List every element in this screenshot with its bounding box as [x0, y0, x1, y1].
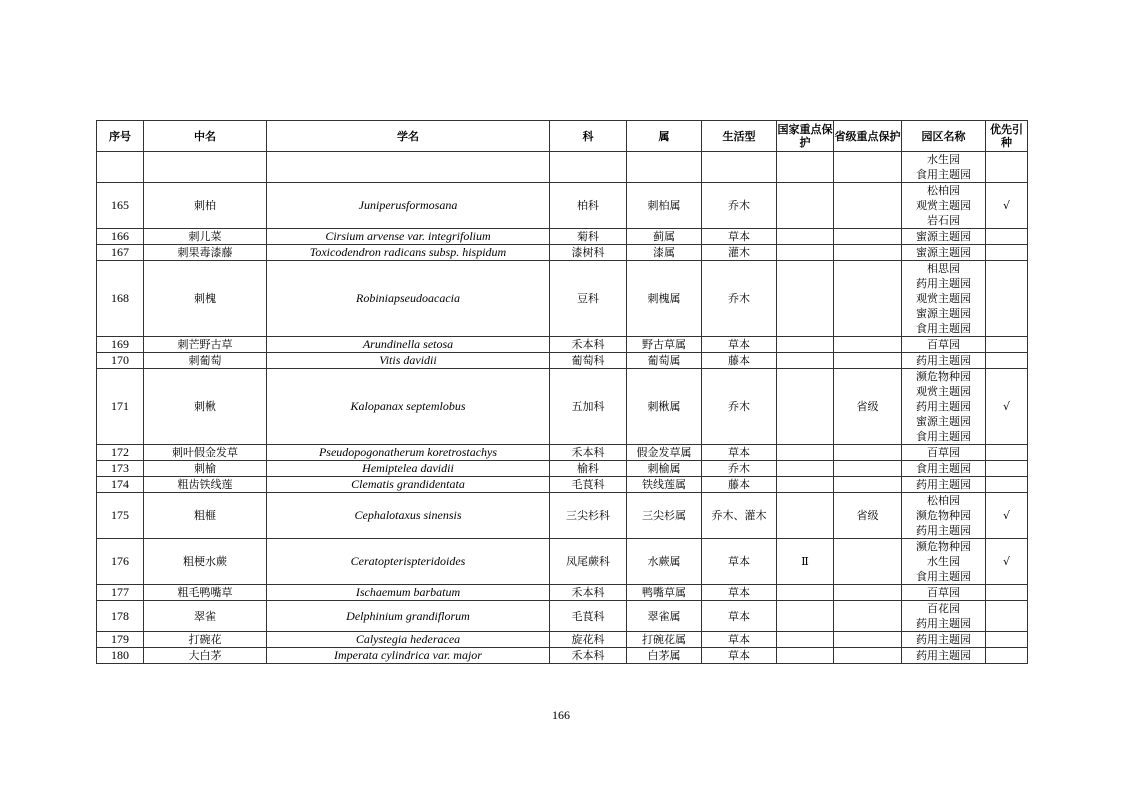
- park-name: 水生园: [927, 555, 960, 568]
- life-form-cell: 草本: [702, 601, 777, 632]
- chinese-name-cell: 刺儿菜: [144, 229, 267, 245]
- park-name: 药用主题园: [916, 649, 971, 662]
- table-row: [97, 445, 1028, 461]
- national-protection-cell: [777, 337, 834, 353]
- park-name: 食用主题园: [916, 322, 971, 335]
- chinese-name-cell: [144, 152, 267, 183]
- park-name: 百草园: [927, 338, 960, 351]
- national-protection-cell: [777, 369, 834, 445]
- genus-cell: 漆属: [627, 245, 702, 261]
- park-name: 蜜源主题园: [916, 230, 971, 243]
- scientific-name-cell: Hemiptelea davidii: [267, 461, 550, 477]
- scientific-name-cell: Pseudopogonatherum koretrostachys: [267, 445, 550, 461]
- priority-cell: √: [986, 369, 1028, 445]
- family-cell: 凤尾蕨科: [550, 539, 627, 585]
- national-protection-cell: [777, 245, 834, 261]
- life-form-cell: 草本: [702, 539, 777, 585]
- scientific-name-cell: Clematis grandidentata: [267, 477, 550, 493]
- national-protection-cell: [777, 493, 834, 539]
- header-priority: 优先引种: [986, 121, 1028, 152]
- life-form-cell: 藤本: [702, 353, 777, 369]
- page-number: 166: [552, 708, 570, 722]
- family-cell: 禾本科: [550, 445, 627, 461]
- chinese-name-cell: 刺果毒漆藤: [144, 245, 267, 261]
- index-cell: 180: [97, 648, 144, 664]
- scientific-name-cell: Cirsium arvense var. integrifolium: [267, 229, 550, 245]
- genus-cell: [627, 152, 702, 183]
- genus-cell: 野古草属: [627, 337, 702, 353]
- scientific-name-cell: Vitis davidii: [267, 353, 550, 369]
- park-name: 食用主题园: [916, 570, 971, 583]
- provincial-protection-cell: [834, 152, 902, 183]
- priority-cell: [986, 601, 1028, 632]
- park-name: 松柏园: [927, 494, 960, 507]
- park-name: 食用主题园: [916, 168, 971, 181]
- family-cell: 菊科: [550, 229, 627, 245]
- park-name: 岩石园: [927, 214, 960, 227]
- scientific-name-cell: Cephalotaxus sinensis: [267, 493, 550, 539]
- national-protection-cell: [777, 353, 834, 369]
- chinese-name-cell: 刺葡萄: [144, 353, 267, 369]
- index-cell: 177: [97, 585, 144, 601]
- life-form-cell: 乔木: [702, 461, 777, 477]
- park-name: 观赏主题园: [916, 199, 971, 212]
- park-name-cell: [902, 337, 986, 353]
- national-protection-cell: [777, 648, 834, 664]
- park-name: 蜜源主题园: [916, 246, 971, 259]
- chinese-name-cell: 大白茅: [144, 648, 267, 664]
- provincial-protection-cell: 省级: [834, 493, 902, 539]
- table-row: [97, 632, 1028, 648]
- chinese-name-cell: 粗梗水蕨: [144, 539, 267, 585]
- genus-cell: 三尖杉属: [627, 493, 702, 539]
- provincial-protection-cell: [834, 539, 902, 585]
- park-name: 松柏园: [927, 184, 960, 197]
- index-cell: 176: [97, 539, 144, 585]
- life-form-cell: 乔木: [702, 183, 777, 229]
- park-name-cell: [902, 648, 986, 664]
- life-form-cell: 草本: [702, 445, 777, 461]
- scientific-name-cell: Toxicodendron radicans subsp. hispidum: [267, 245, 550, 261]
- family-cell: 禾本科: [550, 337, 627, 353]
- index-cell: 166: [97, 229, 144, 245]
- priority-cell: √: [986, 493, 1028, 539]
- family-cell: 三尖杉科: [550, 493, 627, 539]
- chinese-name-cell: 粗齿铁线莲: [144, 477, 267, 493]
- priority-cell: [986, 648, 1028, 664]
- life-form-cell: 乔木、灌木: [702, 493, 777, 539]
- table-body: [97, 152, 1028, 664]
- genus-cell: 鸭嘴草属: [627, 585, 702, 601]
- provincial-protection-cell: [834, 445, 902, 461]
- park-name-cell: [902, 461, 986, 477]
- genus-cell: 葡萄属: [627, 353, 702, 369]
- table-row: [97, 369, 1028, 445]
- family-cell: 旋花科: [550, 632, 627, 648]
- park-name: 观赏主题园: [916, 292, 971, 305]
- provincial-protection-cell: [834, 353, 902, 369]
- life-form-cell: 草本: [702, 648, 777, 664]
- family-cell: 漆树科: [550, 245, 627, 261]
- park-name: 相思园: [927, 262, 960, 275]
- index-cell: 175: [97, 493, 144, 539]
- park-name: 濒危物种园: [916, 540, 971, 553]
- life-form-cell: 乔木: [702, 261, 777, 337]
- priority-cell: [986, 261, 1028, 337]
- index-cell: [97, 152, 144, 183]
- family-cell: 榆科: [550, 461, 627, 477]
- table-row: [97, 353, 1028, 369]
- scientific-name-cell: Arundinella setosa: [267, 337, 550, 353]
- chinese-name-cell: 刺柏: [144, 183, 267, 229]
- priority-cell: [986, 585, 1028, 601]
- national-protection-cell: [777, 585, 834, 601]
- chinese-name-cell: 刺芒野古草: [144, 337, 267, 353]
- park-name-cell: [902, 445, 986, 461]
- national-protection-cell: [777, 445, 834, 461]
- life-form-cell: 草本: [702, 632, 777, 648]
- scientific-name-cell: Ischaemum barbatum: [267, 585, 550, 601]
- priority-cell: [986, 245, 1028, 261]
- scientific-name-cell: Juniperusformosana: [267, 183, 550, 229]
- provincial-protection-cell: [834, 245, 902, 261]
- provincial-protection-cell: [834, 648, 902, 664]
- genus-cell: 假金发草属: [627, 445, 702, 461]
- provincial-protection-cell: [834, 477, 902, 493]
- park-name: 药用主题园: [916, 400, 971, 413]
- index-cell: 171: [97, 369, 144, 445]
- park-name-cell: [902, 601, 986, 632]
- priority-cell: [986, 152, 1028, 183]
- park-name-cell: [902, 152, 986, 183]
- header-genus: 属: [627, 121, 702, 152]
- park-name-cell: [902, 632, 986, 648]
- index-cell: 169: [97, 337, 144, 353]
- chinese-name-cell: 刺槐: [144, 261, 267, 337]
- national-protection-cell: [777, 601, 834, 632]
- genus-cell: 水蕨属: [627, 539, 702, 585]
- genus-cell: 刺柏属: [627, 183, 702, 229]
- park-name-cell: [902, 183, 986, 229]
- provincial-protection-cell: [834, 461, 902, 477]
- park-name: 药用主题园: [916, 478, 971, 491]
- provincial-protection-cell: [834, 601, 902, 632]
- priority-cell: √: [986, 539, 1028, 585]
- park-name-cell: [902, 585, 986, 601]
- family-cell: 葡萄科: [550, 353, 627, 369]
- index-cell: 167: [97, 245, 144, 261]
- provincial-protection-cell: [834, 261, 902, 337]
- plant-table: [96, 120, 1028, 664]
- table-row: [97, 648, 1028, 664]
- scientific-name-cell: Imperata cylindrica var. major: [267, 648, 550, 664]
- park-name: 百花园: [927, 602, 960, 615]
- genus-cell: 白茅属: [627, 648, 702, 664]
- scientific-name-cell: Ceratopterispteridoides: [267, 539, 550, 585]
- national-protection-cell: [777, 261, 834, 337]
- park-name-cell: [902, 245, 986, 261]
- genus-cell: 刺榆属: [627, 461, 702, 477]
- park-name: 食用主题园: [916, 430, 971, 443]
- priority-cell: [986, 461, 1028, 477]
- index-cell: 179: [97, 632, 144, 648]
- family-cell: 柏科: [550, 183, 627, 229]
- national-protection-cell: [777, 183, 834, 229]
- index-cell: 165: [97, 183, 144, 229]
- park-name-cell: [902, 477, 986, 493]
- chinese-name-cell: 翠雀: [144, 601, 267, 632]
- life-form-cell: 草本: [702, 229, 777, 245]
- family-cell: 禾本科: [550, 585, 627, 601]
- index-cell: 174: [97, 477, 144, 493]
- table-row: [97, 601, 1028, 632]
- index-cell: 170: [97, 353, 144, 369]
- header-chinese-name: 中名: [144, 121, 267, 152]
- header-family: 科: [550, 121, 627, 152]
- header-park-name: 园区名称: [902, 121, 986, 152]
- index-cell: 173: [97, 461, 144, 477]
- provincial-protection-cell: [834, 183, 902, 229]
- park-name: 百草园: [927, 446, 960, 459]
- life-form-cell: 藤本: [702, 477, 777, 493]
- table-row: [97, 539, 1028, 585]
- genus-cell: 铁线莲属: [627, 477, 702, 493]
- table-row: [97, 261, 1028, 337]
- park-name: 蜜源主题园: [916, 415, 971, 428]
- park-name: 药用主题园: [916, 524, 971, 537]
- chinese-name-cell: 刺楸: [144, 369, 267, 445]
- family-cell: 毛茛科: [550, 477, 627, 493]
- header-index: 序号: [97, 121, 144, 152]
- national-protection-cell: [777, 477, 834, 493]
- genus-cell: 刺楸属: [627, 369, 702, 445]
- priority-cell: [986, 353, 1028, 369]
- family-cell: 毛茛科: [550, 601, 627, 632]
- provincial-protection-cell: [834, 632, 902, 648]
- family-cell: 豆科: [550, 261, 627, 337]
- priority-cell: [986, 445, 1028, 461]
- table-row: [97, 493, 1028, 539]
- national-protection-cell: Ⅱ: [777, 539, 834, 585]
- provincial-protection-cell: [834, 337, 902, 353]
- park-name-cell: [902, 353, 986, 369]
- park-name: 水生园: [927, 153, 960, 166]
- scientific-name-cell: [267, 152, 550, 183]
- chinese-name-cell: 打碗花: [144, 632, 267, 648]
- life-form-cell: 灌木: [702, 245, 777, 261]
- index-cell: 178: [97, 601, 144, 632]
- family-cell: 禾本科: [550, 648, 627, 664]
- park-name: 濒危物种园: [916, 509, 971, 522]
- header-life-form: 生活型: [702, 121, 777, 152]
- park-name: 食用主题园: [916, 462, 971, 475]
- provincial-protection-cell: [834, 585, 902, 601]
- life-form-cell: [702, 152, 777, 183]
- national-protection-cell: [777, 152, 834, 183]
- genus-cell: 打碗花属: [627, 632, 702, 648]
- priority-cell: [986, 632, 1028, 648]
- priority-cell: [986, 477, 1028, 493]
- genus-cell: 蓟属: [627, 229, 702, 245]
- table-row: [97, 585, 1028, 601]
- life-form-cell: 草本: [702, 585, 777, 601]
- park-name-cell: [902, 229, 986, 245]
- chinese-name-cell: 粗榧: [144, 493, 267, 539]
- park-name-cell: [902, 493, 986, 539]
- family-cell: [550, 152, 627, 183]
- park-name: 百草园: [927, 586, 960, 599]
- scientific-name-cell: Calystegia hederacea: [267, 632, 550, 648]
- index-cell: 172: [97, 445, 144, 461]
- table-row: [97, 461, 1028, 477]
- park-name: 蜜源主题园: [916, 307, 971, 320]
- park-name-cell: [902, 261, 986, 337]
- table-row: [97, 183, 1028, 229]
- park-name: 药用主题园: [916, 633, 971, 646]
- family-cell: 五加科: [550, 369, 627, 445]
- park-name: 药用主题园: [916, 354, 971, 367]
- table-row: [97, 229, 1028, 245]
- scientific-name-cell: Robiniapseudoacacia: [267, 261, 550, 337]
- park-name: 药用主题园: [916, 277, 971, 290]
- provincial-protection-cell: 省级: [834, 369, 902, 445]
- table-row: [97, 152, 1028, 183]
- priority-cell: [986, 229, 1028, 245]
- scientific-name-cell: Delphinium grandiflorum: [267, 601, 550, 632]
- national-protection-cell: [777, 632, 834, 648]
- index-cell: 168: [97, 261, 144, 337]
- park-name: 濒危物种园: [916, 370, 971, 383]
- table-row: [97, 477, 1028, 493]
- life-form-cell: 草本: [702, 337, 777, 353]
- genus-cell: 刺槐属: [627, 261, 702, 337]
- table-row: [97, 245, 1028, 261]
- table-header-row: [97, 121, 1028, 152]
- priority-cell: [986, 337, 1028, 353]
- provincial-protection-cell: [834, 229, 902, 245]
- header-scientific-name: 学名: [267, 121, 550, 152]
- header-provincial-protection: 省级重点保护: [834, 121, 902, 152]
- priority-cell: √: [986, 183, 1028, 229]
- chinese-name-cell: 刺叶假金发草: [144, 445, 267, 461]
- chinese-name-cell: 刺榆: [144, 461, 267, 477]
- park-name-cell: [902, 539, 986, 585]
- table-row: [97, 337, 1028, 353]
- scientific-name-cell: Kalopanax septemlobus: [267, 369, 550, 445]
- header-national-protection: 国家重点保护: [777, 121, 834, 152]
- park-name: 观赏主题园: [916, 385, 971, 398]
- national-protection-cell: [777, 229, 834, 245]
- park-name: 药用主题园: [916, 617, 971, 630]
- genus-cell: 翠雀属: [627, 601, 702, 632]
- life-form-cell: 乔木: [702, 369, 777, 445]
- chinese-name-cell: 粗毛鸭嘴草: [144, 585, 267, 601]
- park-name-cell: [902, 369, 986, 445]
- national-protection-cell: [777, 461, 834, 477]
